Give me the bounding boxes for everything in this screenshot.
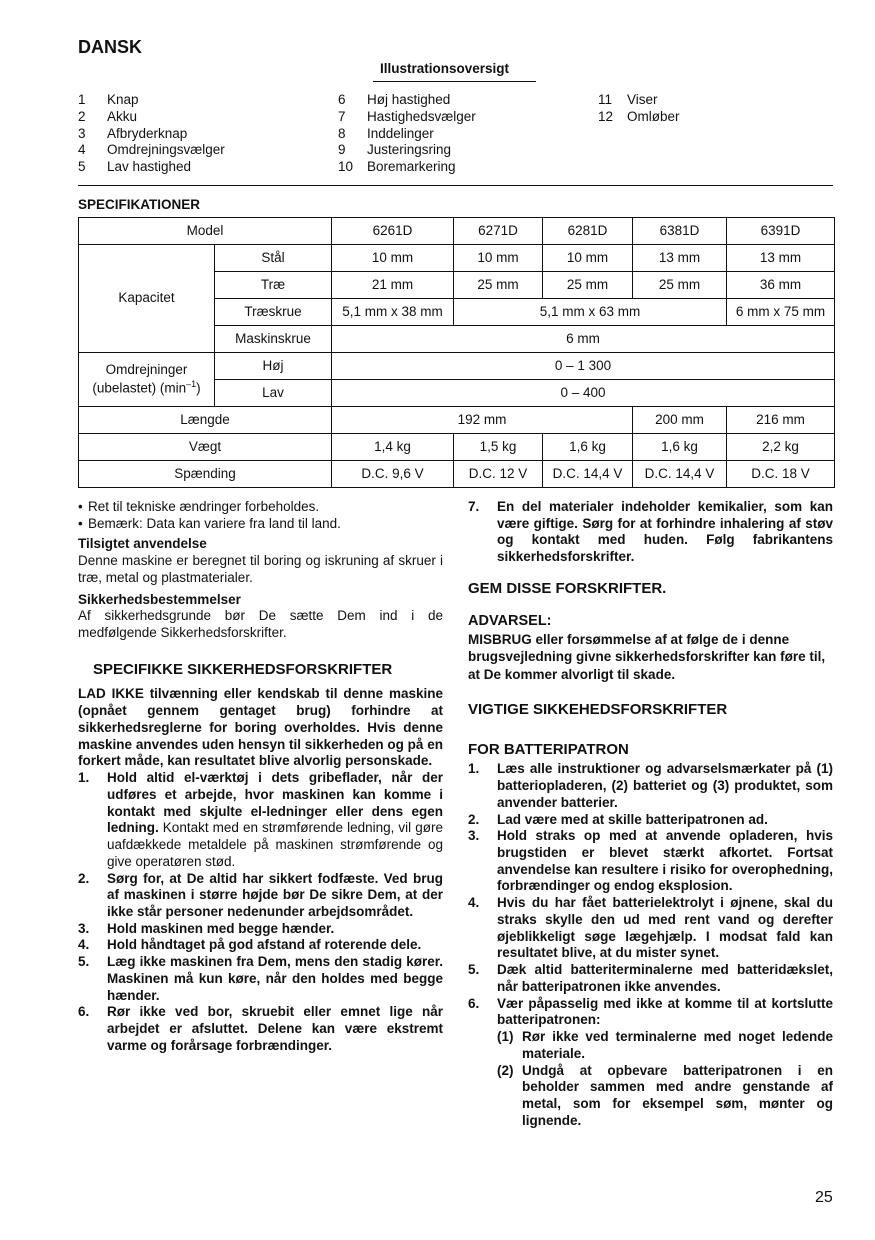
warning-text: MISBRUG eller forsømmelse af at følge de i denne brugsvejledning givne sikkerhedsforskrifter kan føre til, at De kommer alvorligt til skade.	[468, 631, 826, 682]
voltage-label: Spænding	[79, 461, 332, 488]
steel-cell: 13 mm	[633, 245, 727, 272]
right-column	[468, 499, 833, 1129]
list-item: • Bemærk: Data kan variere fra land til land.	[78, 516, 443, 533]
section-divider	[78, 185, 833, 186]
voltage-cell: D.C. 12 V	[454, 461, 543, 488]
length-cell: 192 mm	[332, 407, 633, 434]
weight-label: Vægt	[79, 434, 332, 461]
weight-cell: 1,6 kg	[633, 434, 727, 461]
table-row	[79, 407, 835, 434]
voltage-cell: D.C. 14,4 V	[633, 461, 727, 488]
wood-cell: 36 mm	[727, 272, 835, 299]
wood-screw-cell: 6 mm x 75 mm	[727, 299, 835, 326]
list-item: 1. Hold altid el-værktøj i dets gribeflader, når der udføres et arbejde, hvor maskinen kan komme i kontakt med skjulte el-ledninger eller dens egen ledning. Kontakt med en strømførende ledning, vil gøre uafdækkede metaldele på maskinen strømførende og give operatøren stød.	[78, 770, 443, 869]
legend-item: 12 Omløber	[598, 108, 680, 124]
high-cell: 0 – 1 300	[332, 353, 835, 380]
capacity-label: Kapacitet	[79, 245, 215, 353]
wood-cell: 21 mm	[332, 272, 454, 299]
model-cell: 6271D	[454, 218, 543, 245]
legend-item: 3 Afbryderknap	[78, 125, 188, 141]
list-item: 2. Sørg for, at De altid har sikkert fodfæste. Ved brug af maskinen i større højde bør De sikre Dem, at der ikke står personer nedenunder arbejdsområdet.	[78, 870, 443, 920]
voltage-cell: D.C. 9,6 V	[332, 461, 454, 488]
language-heading: DANSK	[78, 37, 143, 57]
length-cell: 216 mm	[727, 407, 835, 434]
machine-screw-label: Maskinskrue	[215, 326, 332, 353]
safety-heading: Sikkerhedsbestemmelser	[78, 591, 241, 607]
specifications-table	[78, 217, 835, 488]
model-cell: 6381D	[633, 218, 727, 245]
specifications-heading: SPECIFIKATIONER	[78, 197, 201, 212]
legend-item: 10 Boremarkering	[338, 159, 456, 175]
legend-column-2	[338, 92, 476, 176]
important-safety-heading: VIGTIGE SIKKEHEDSFORSKRIFTER	[468, 701, 728, 719]
legend-item: 9 Justeringsring	[338, 142, 452, 158]
legend-item: 5 Lav hastighed	[78, 159, 192, 175]
legend-item: 6 Høj hastighed	[338, 92, 451, 107]
list-item: 2. Lad være med at skille batteripatronen ad.	[468, 811, 768, 827]
table-row	[79, 245, 835, 272]
list-item: 6. Vær påpasselig med ikke at komme til at kortslutte batteripatronen: (1) Rør ikke ved terminalerne med noget ledende materiale. (2) Undgå at opbevare batteripatronen i en beholder sammen med andre genstande af metal, som for eksempel søm, mønter og lignende.	[468, 995, 833, 1128]
legend-column-1	[78, 92, 225, 176]
list-item: 3. Hold maskinen med begge hænder.	[78, 920, 335, 936]
page-number: 25	[815, 1189, 833, 1206]
rpm-label: Omdrejninger (ubelastet) $(\min^{-1})$	[79, 353, 215, 407]
intended-use-text: Denne maskine er beregnet til boring og iskruning af skruer i træ, metal og plastmaterialer.	[78, 553, 443, 585]
safety-list-continued	[468, 499, 833, 566]
warning-intro: LAD IKKE tilvænning eller kendskab til denne maskine (opnået gennem gentaget brug) forhindre at sikkerhedsreglerne for boring overholdes. Hvis denne maskine anvendes uden hensyn til sikkerheden og på en forkert måde, kan resultatet blive alvorlig personskade.	[78, 686, 443, 769]
wood-screw-cell: 5,1 mm x 63 mm	[454, 299, 727, 326]
model-cell: 6391D	[727, 218, 835, 245]
steel-label: Stål	[215, 245, 332, 272]
list-item: 4. Hold håndtaget på god afstand af roterende dele.	[78, 937, 422, 953]
intended-use-heading: Tilsigtet anvendelse	[78, 536, 207, 552]
battery-heading: FOR BATTERIPATRON	[468, 740, 629, 758]
legend-item: 8 Inddelinger	[338, 125, 434, 141]
list-item: 3. Hold straks op med at anvende opladeren, hvis brugstiden er blevet stærkt afkortet. Fortsat anvendelse kan resultere i risiko for overophedning, forbrændinger og endog eksplosion.	[468, 828, 833, 894]
wood-label: Træ	[215, 272, 332, 299]
illustration-title: Illustrationsoversigt	[380, 61, 510, 76]
voltage-cell: D.C. 18 V	[727, 461, 835, 488]
table-row	[79, 434, 835, 461]
table-row	[79, 461, 835, 488]
legend-item: 1 Knap	[78, 92, 139, 107]
legend-item: 7 Hastighedsvælger	[338, 108, 476, 124]
wood-cell: 25 mm	[454, 272, 543, 299]
table-row	[79, 353, 835, 380]
steel-cell: 13 mm	[727, 245, 835, 272]
safety-text: Af sikkerhedsgrunde bør De sætte Dem ind i de medfølgende Sikkerhedsforskrifter.	[78, 608, 443, 641]
model-cell: 6261D	[332, 218, 454, 245]
weight-cell: 2,2 kg	[727, 434, 835, 461]
weight-cell: 1,6 kg	[543, 434, 633, 461]
wood-screw-cell: 5,1 mm x 38 mm	[332, 299, 454, 326]
low-label: Lav	[215, 380, 332, 407]
voltage-cell: D.C. 14,4 V	[543, 461, 633, 488]
title-underline	[373, 81, 536, 82]
notes-list	[78, 499, 443, 532]
steel-cell: 10 mm	[543, 245, 633, 272]
low-cell: 0 – 400	[332, 380, 835, 407]
weight-cell: 1,5 kg	[454, 434, 543, 461]
warning-heading: ADVARSEL:	[468, 612, 552, 629]
model-cell: 6281D	[543, 218, 633, 245]
list-item: (1) Rør ikke ved terminalerne med noget ledende materiale.	[497, 1029, 833, 1061]
list-item: 5. Dæk altid batteriterminalerne med batteridækslet, når batteripatronen ikke anvendes.	[468, 962, 833, 994]
list-item: 5. Læg ikke maskinen fra Dem, mens den stadig kører. Maskinen må kun køre, når den holdes med begge hænder.	[78, 954, 443, 1003]
high-label: Høj	[215, 353, 332, 380]
legend-item: 2 Akku	[78, 108, 138, 124]
length-cell: 200 mm	[633, 407, 727, 434]
specific-safety-heading: SPECIFIKKE SIKKERHEDSFORSKRIFTER	[93, 660, 393, 678]
steel-cell: 10 mm	[332, 245, 454, 272]
list-item: 7. En del materialer indeholder kemikalier, som kan være giftige. Sørg for at forhindre inhalering af støv og kontakt med huden. Følg fabrikantens sikkerhedsforskrifter.	[468, 499, 833, 565]
list-item: (2) Undgå at opbevare batteripatronen i en beholder sammen med andre genstande af metal, som for eksempel søm, mønter og lignende.	[497, 1062, 833, 1128]
steel-cell: 10 mm	[454, 245, 543, 272]
wood-cell: 25 mm	[543, 272, 633, 299]
machine-screw-cell: 6 mm	[332, 326, 835, 353]
list-item: • Ret til tekniske ændringer forbeholdes.	[78, 499, 443, 516]
legend-item: 11 Viser	[598, 92, 658, 107]
table-row	[79, 218, 835, 245]
legend-item: 4 Omdrejningsvælger	[78, 142, 225, 158]
weight-cell: 1,4 kg	[332, 434, 454, 461]
battery-list	[468, 761, 833, 1129]
legend-column-3	[598, 92, 680, 126]
left-column	[78, 499, 443, 1055]
list-item: 4. Hvis du har fået batterielektrolyt i øjnene, skal du straks skylle den ud med rent vand og derefter øjeblikkeligt søge lægehjælp. I modsat fald kan resultatet blive, at du mister synet.	[468, 895, 833, 961]
length-label: Længde	[79, 407, 332, 434]
safety-list	[78, 770, 443, 1054]
list-item: 6. Rør ikke ved bor, skruebit eller emnet lige når arbejdet er afsluttet. Delene kan være ekstremt varme og forårsage forbrændinger.	[78, 1004, 443, 1053]
wood-screw-label: Træskrue	[215, 299, 332, 326]
list-item: 1. Læs alle instruktioner og advarselsmærkater på (1) batteriopladeren, (2) batteriet og (3) produktet, som anvender batterier.	[468, 761, 833, 810]
model-label: Model	[79, 218, 332, 245]
wood-cell: 25 mm	[633, 272, 727, 299]
save-instructions-heading: GEM DISSE FORSKRIFTER.	[468, 579, 667, 597]
battery-sublist	[497, 1029, 833, 1129]
